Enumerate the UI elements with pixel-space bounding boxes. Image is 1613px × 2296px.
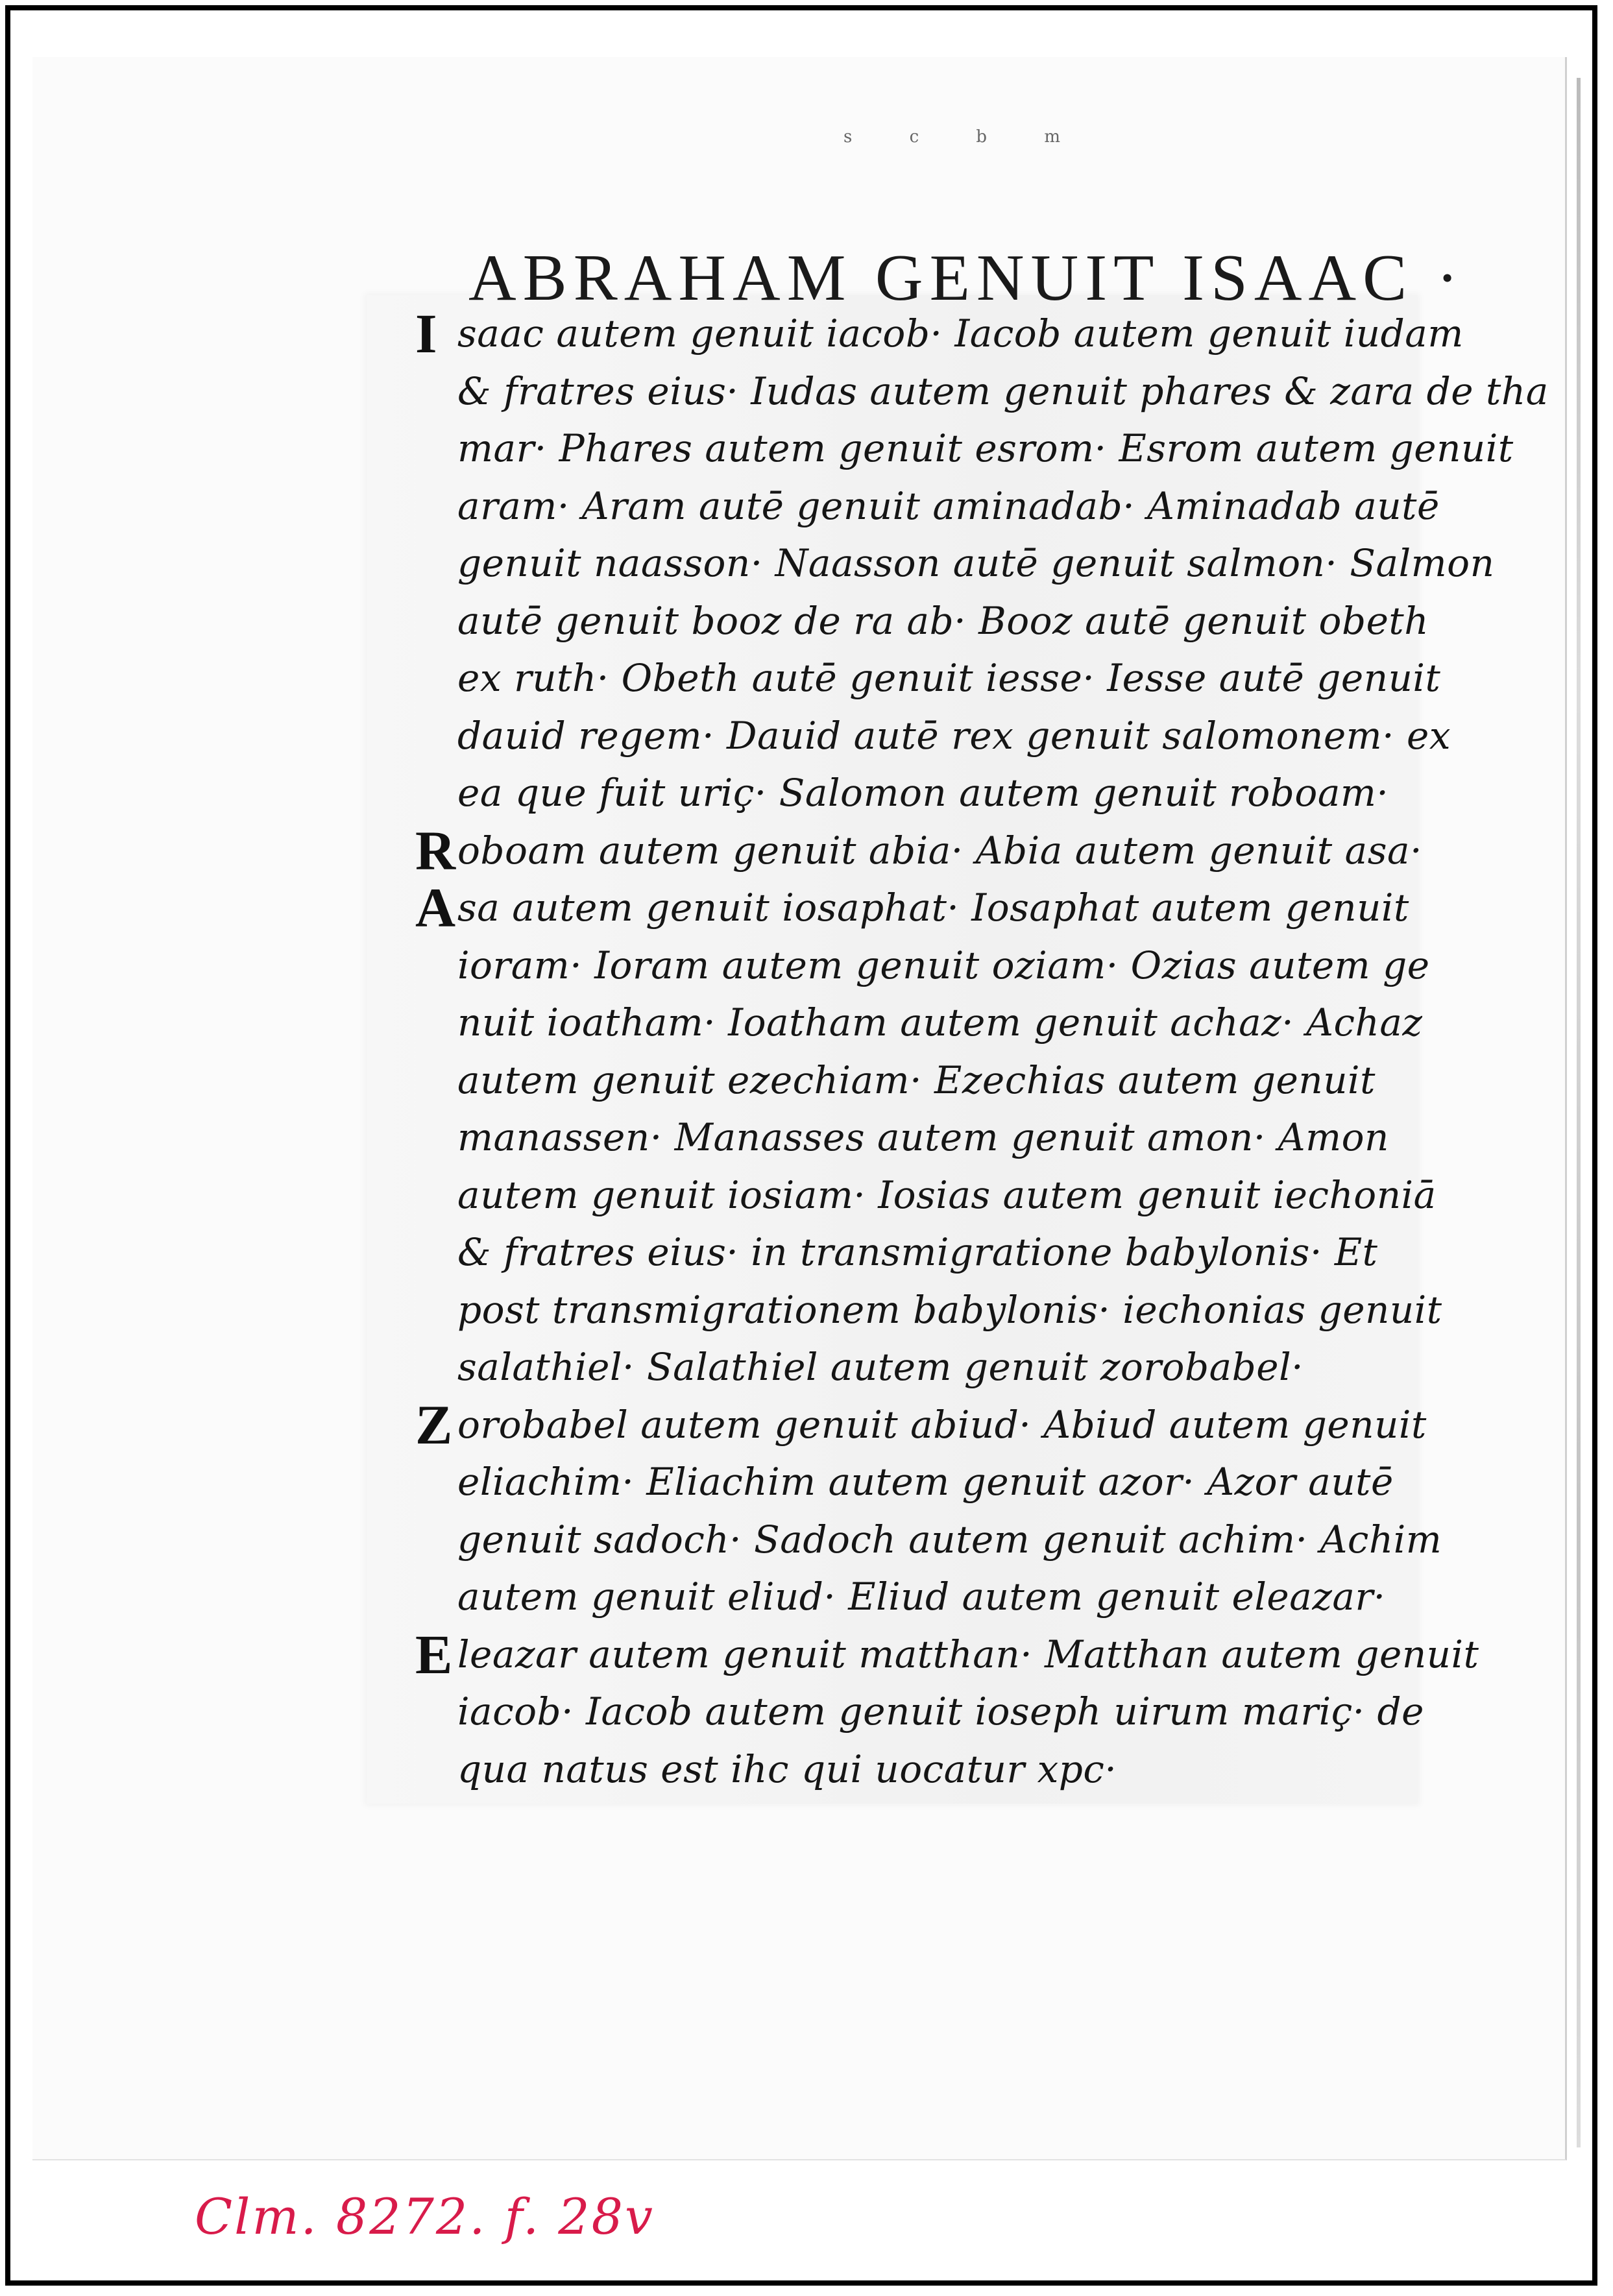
- text-line: & fratres eius· in transmigratione babylonis· Et: [457, 1230, 1378, 1274]
- text-line: eliachim· Eliachim autem genuit azor· Azor autē: [457, 1460, 1394, 1504]
- initial-A: A: [415, 876, 456, 939]
- initial-I: I: [415, 302, 437, 365]
- text-line: nuit ioatham· Ioatham autem genuit achaz· Achaz: [457, 1000, 1423, 1045]
- text-line: sa autem genuit iosaphat· Iosaphat autem genuit: [457, 886, 1409, 930]
- text-line: ex ruth· Obeth autē genuit iesse· Iesse autē genuit: [457, 656, 1441, 700]
- text-line: autem genuit iosiam· Iosias autem genuit iechoniā: [457, 1173, 1437, 1217]
- text-line: oboam autem genuit abia· Abia autem genuit asa·: [457, 828, 1423, 873]
- text-line: autē genuit booz de ra ab· Booz autē genuit obeth: [457, 599, 1429, 643]
- text-line: genuit sadoch· Sadoch autem genuit achim· Achim: [457, 1517, 1442, 1562]
- text-line: aram· Aram autē genuit aminadab· Aminadab autē: [457, 484, 1440, 528]
- text-line: saac autem genuit iacob· Iacob autem genuit iudam: [457, 311, 1464, 356]
- text-line: salathiel· Salathiel autem genuit zorobabel·: [457, 1345, 1304, 1389]
- page-edge-shadow: [1577, 78, 1581, 2147]
- text-line: qua natus est ihc qui uocatur xpc·: [457, 1747, 1117, 1791]
- initial-Z: Z: [415, 1394, 453, 1456]
- text-line: mar· Phares autem genuit esrom· Esrom autem genuit: [457, 426, 1514, 470]
- text-line: iacob· Iacob autem genuit ioseph uirum mariç· de: [457, 1689, 1425, 1734]
- text-line: ioram· Ioram autem genuit oziam· Ozias autem ge: [457, 943, 1430, 987]
- text-line: genuit naasson· Naasson autē genuit salmon· Salmon: [457, 541, 1495, 585]
- text-line: manassen· Manasses autem genuit amon· Amon: [457, 1115, 1389, 1159]
- text-line: & fratres eius· Iudas autem genuit phares & zara de tha: [457, 369, 1549, 413]
- text-line: post transmigrationem babylonis· iechonias genuit: [457, 1288, 1442, 1332]
- text-line: dauid regem· Dauid autē rex genuit salomonem· ex: [457, 714, 1451, 758]
- shelfmark-annotation: Clm. 8272. f. 28v: [195, 2188, 655, 2245]
- text-line: leazar autem genuit matthan· Matthan autem genuit: [457, 1632, 1479, 1676]
- running-header: s c b m: [843, 127, 1086, 147]
- text-line: autem genuit eliud· Eliud autem genuit eleazar·: [457, 1575, 1386, 1619]
- text-line: orobabel autem genuit abiud· Abiud autem genuit: [457, 1403, 1427, 1447]
- page-title: ABRAHAM GENUIT ISAAC ·: [468, 241, 1465, 315]
- text-line: autem genuit ezechiam· Ezechias autem genuit: [457, 1058, 1376, 1102]
- initial-E: E: [415, 1623, 453, 1686]
- text-line: ea que fuit uriç· Salomon autem genuit roboam·: [457, 771, 1389, 815]
- initial-R: R: [415, 819, 456, 882]
